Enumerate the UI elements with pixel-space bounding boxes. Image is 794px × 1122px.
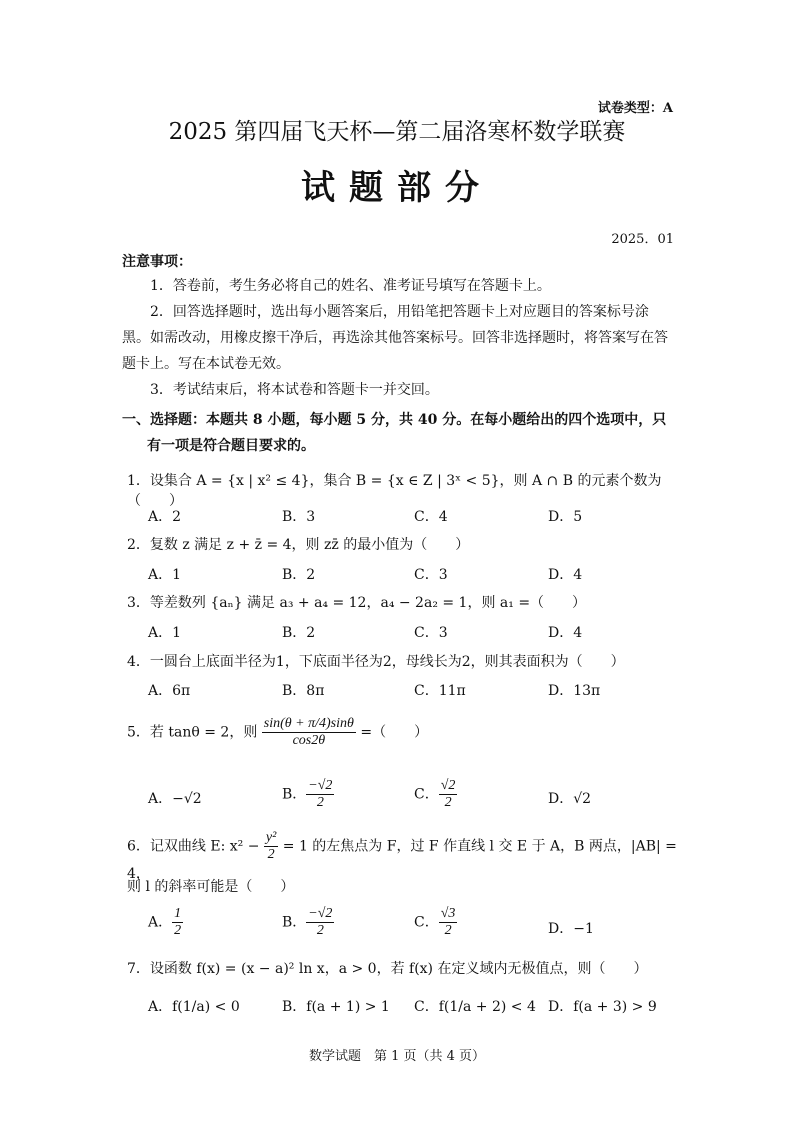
- q6-option-a-fraction: [172, 906, 183, 939]
- note-item-1: 1．答卷前，考生务必将自己的姓名、准考证号填写在答题卡上。: [150, 278, 551, 294]
- q7-option-d: D．f(a + 3) > 9: [548, 999, 657, 1015]
- q5-option-b: [282, 778, 334, 811]
- q6-option-b-label: B．: [282, 914, 307, 931]
- q5-suffix: =（ ）: [360, 724, 429, 741]
- q4-option-c: C．11π: [414, 683, 466, 699]
- q3-option-a: A．1: [148, 625, 182, 641]
- q6-option-a: [148, 906, 183, 939]
- q2-option-c: C．3: [414, 567, 448, 583]
- q5-fraction-denominator: cos2θ: [292, 733, 326, 748]
- q7-option-c: C．f(1/a + 2) < 4: [414, 999, 536, 1015]
- q1-option-d: D．5: [548, 509, 583, 525]
- q5-fraction-numerator: sin(θ + π/4)sinθ: [263, 716, 354, 731]
- note-item-3: 3．考试结束后，将本试卷和答题卡一并交回。: [150, 382, 439, 398]
- q5-prefix: 5．若 tanθ = 2，则: [127, 724, 258, 741]
- notes-title: 注意事项：: [122, 254, 192, 270]
- q6-fraction-numerator: y²: [265, 830, 277, 845]
- section-heading-line2: 有一项是符合题目要求的。: [147, 438, 315, 454]
- q6-option-b-num: −√2: [308, 906, 333, 921]
- q6-option-b-fraction: [306, 906, 334, 939]
- q4-option-a: A．6π: [148, 683, 191, 699]
- q5-option-b-label: B．: [282, 786, 307, 803]
- notes-list: [122, 273, 674, 403]
- q5-option-b-fraction: [306, 778, 334, 811]
- q6-option-c: [414, 906, 457, 939]
- page-footer: 数学试题 第 1 页（共 4 页）: [308, 1049, 486, 1064]
- q4-option-b: B．8π: [282, 683, 325, 699]
- q5-option-b-den: 2: [316, 795, 324, 810]
- question-5-stem: [127, 716, 687, 749]
- q6-option-a-den: 2: [174, 923, 182, 938]
- question-2-stem: 2．复数 z 满足 z + z̄ = 4，则 zz̄ 的最小值为（ ）: [127, 537, 470, 553]
- exam-subtitle: 试题部分: [301, 168, 493, 208]
- q6-option-c-fraction: [439, 906, 458, 939]
- q3-option-d: D．4: [548, 625, 583, 641]
- q6-option-a-num: 1: [174, 906, 182, 921]
- question-4-options: [148, 680, 688, 710]
- question-1-stem: 1．设集合 A = {x | x² ≤ 4}，集合 B = {x ∈ Z | 3ˣ < 5}，则 A ∩ B 的元素个数为（ ）: [127, 473, 662, 509]
- question-7-options: [148, 996, 688, 1026]
- q6-fraction-denominator: 2: [267, 847, 275, 862]
- question-3-options: [148, 622, 688, 652]
- q6-option-c-num: √3: [440, 906, 456, 921]
- q1-option-b: B．3: [282, 509, 316, 525]
- question-2-options: [148, 564, 688, 594]
- q7-option-a: A．f(1/a) < 0: [148, 999, 240, 1015]
- q4-option-d: D．13π: [548, 683, 601, 699]
- q6-option-b: [282, 906, 334, 939]
- q1-option-a: A．2: [148, 509, 182, 525]
- question-5-options: [148, 778, 688, 822]
- q2-option-b: B．2: [282, 567, 316, 583]
- q2-option-d: D．4: [548, 567, 583, 583]
- q5-option-c-num: √2: [440, 778, 456, 793]
- exam-title: 2025 第四届飞天杯—第二届洛寒杯数学联赛: [168, 119, 626, 145]
- section-heading-line1: 一、选择题：本题共 8 小题，每小题 5 分，共 40 分。在每小题给出的四个选项中，只: [122, 412, 667, 428]
- question-6-stem-line2: 则 l 的斜率可能是（ ）: [127, 879, 295, 895]
- q6-option-a-label: A．: [148, 914, 173, 931]
- q2-option-a: A．1: [148, 567, 182, 583]
- question-1-options: [148, 506, 688, 536]
- note-item-2: 2．回答选择题时，选出每小题答案后，用铅笔把答题卡上对应题目的答案标号涂黑。如需改动，用橡皮擦干净后，再选涂其他答案标号。回答非选择题时，将答案写在答题卡上。写在本试卷无效。: [122, 304, 668, 372]
- question-7-stem: 7．设函数 f(x) = (x − a)² ln x，a > 0，若 f(x) 在定义域内无极值点，则（ ）: [127, 961, 648, 977]
- q6-option-b-den: 2: [316, 923, 324, 938]
- q5-option-c-label: C．: [414, 786, 439, 803]
- q5-option-d: D．√2: [548, 791, 592, 807]
- q5-option-c-fraction: [439, 778, 458, 811]
- question-6-options: [148, 906, 688, 950]
- q5-option-b-num: −√2: [308, 778, 333, 793]
- paper-type-label: 试卷类型：A: [597, 101, 673, 116]
- q6-prefix: 6．记双曲线 E: x² −: [127, 838, 260, 855]
- q5-option-a: A．−√2: [148, 791, 202, 807]
- q5-option-c-den: 2: [444, 795, 452, 810]
- q6-suffix: = 1 的左焦点为 F，过 F 作直线 l 交 E 于 A，B 两点，|AB| = 4，: [127, 838, 677, 882]
- question-3-stem: 3．等差数列 {aₙ} 满足 a₃ + a₄ = 12，a₄ − 2a₂ = 1，则 a₁ =（ ）: [127, 595, 587, 611]
- q1-option-c: C．4: [414, 509, 448, 525]
- q3-option-c: C．3: [414, 625, 448, 641]
- q5-fraction: [262, 716, 356, 749]
- q6-option-c-den: 2: [444, 923, 452, 938]
- exam-date: 2025．01: [611, 232, 674, 247]
- q6-option-c-label: C．: [414, 914, 439, 931]
- question-4-stem: 4．一圆台上底面半径为1，下底面半径为2，母线长为2，则其表面积为（ ）: [127, 654, 625, 670]
- section-heading: [122, 407, 674, 459]
- q6-option-d: D．−1: [548, 921, 594, 937]
- q6-fraction: [264, 830, 278, 863]
- q7-option-b: B．f(a + 1) > 1: [282, 999, 390, 1015]
- q5-option-c: [414, 778, 457, 811]
- q3-option-b: B．2: [282, 625, 316, 641]
